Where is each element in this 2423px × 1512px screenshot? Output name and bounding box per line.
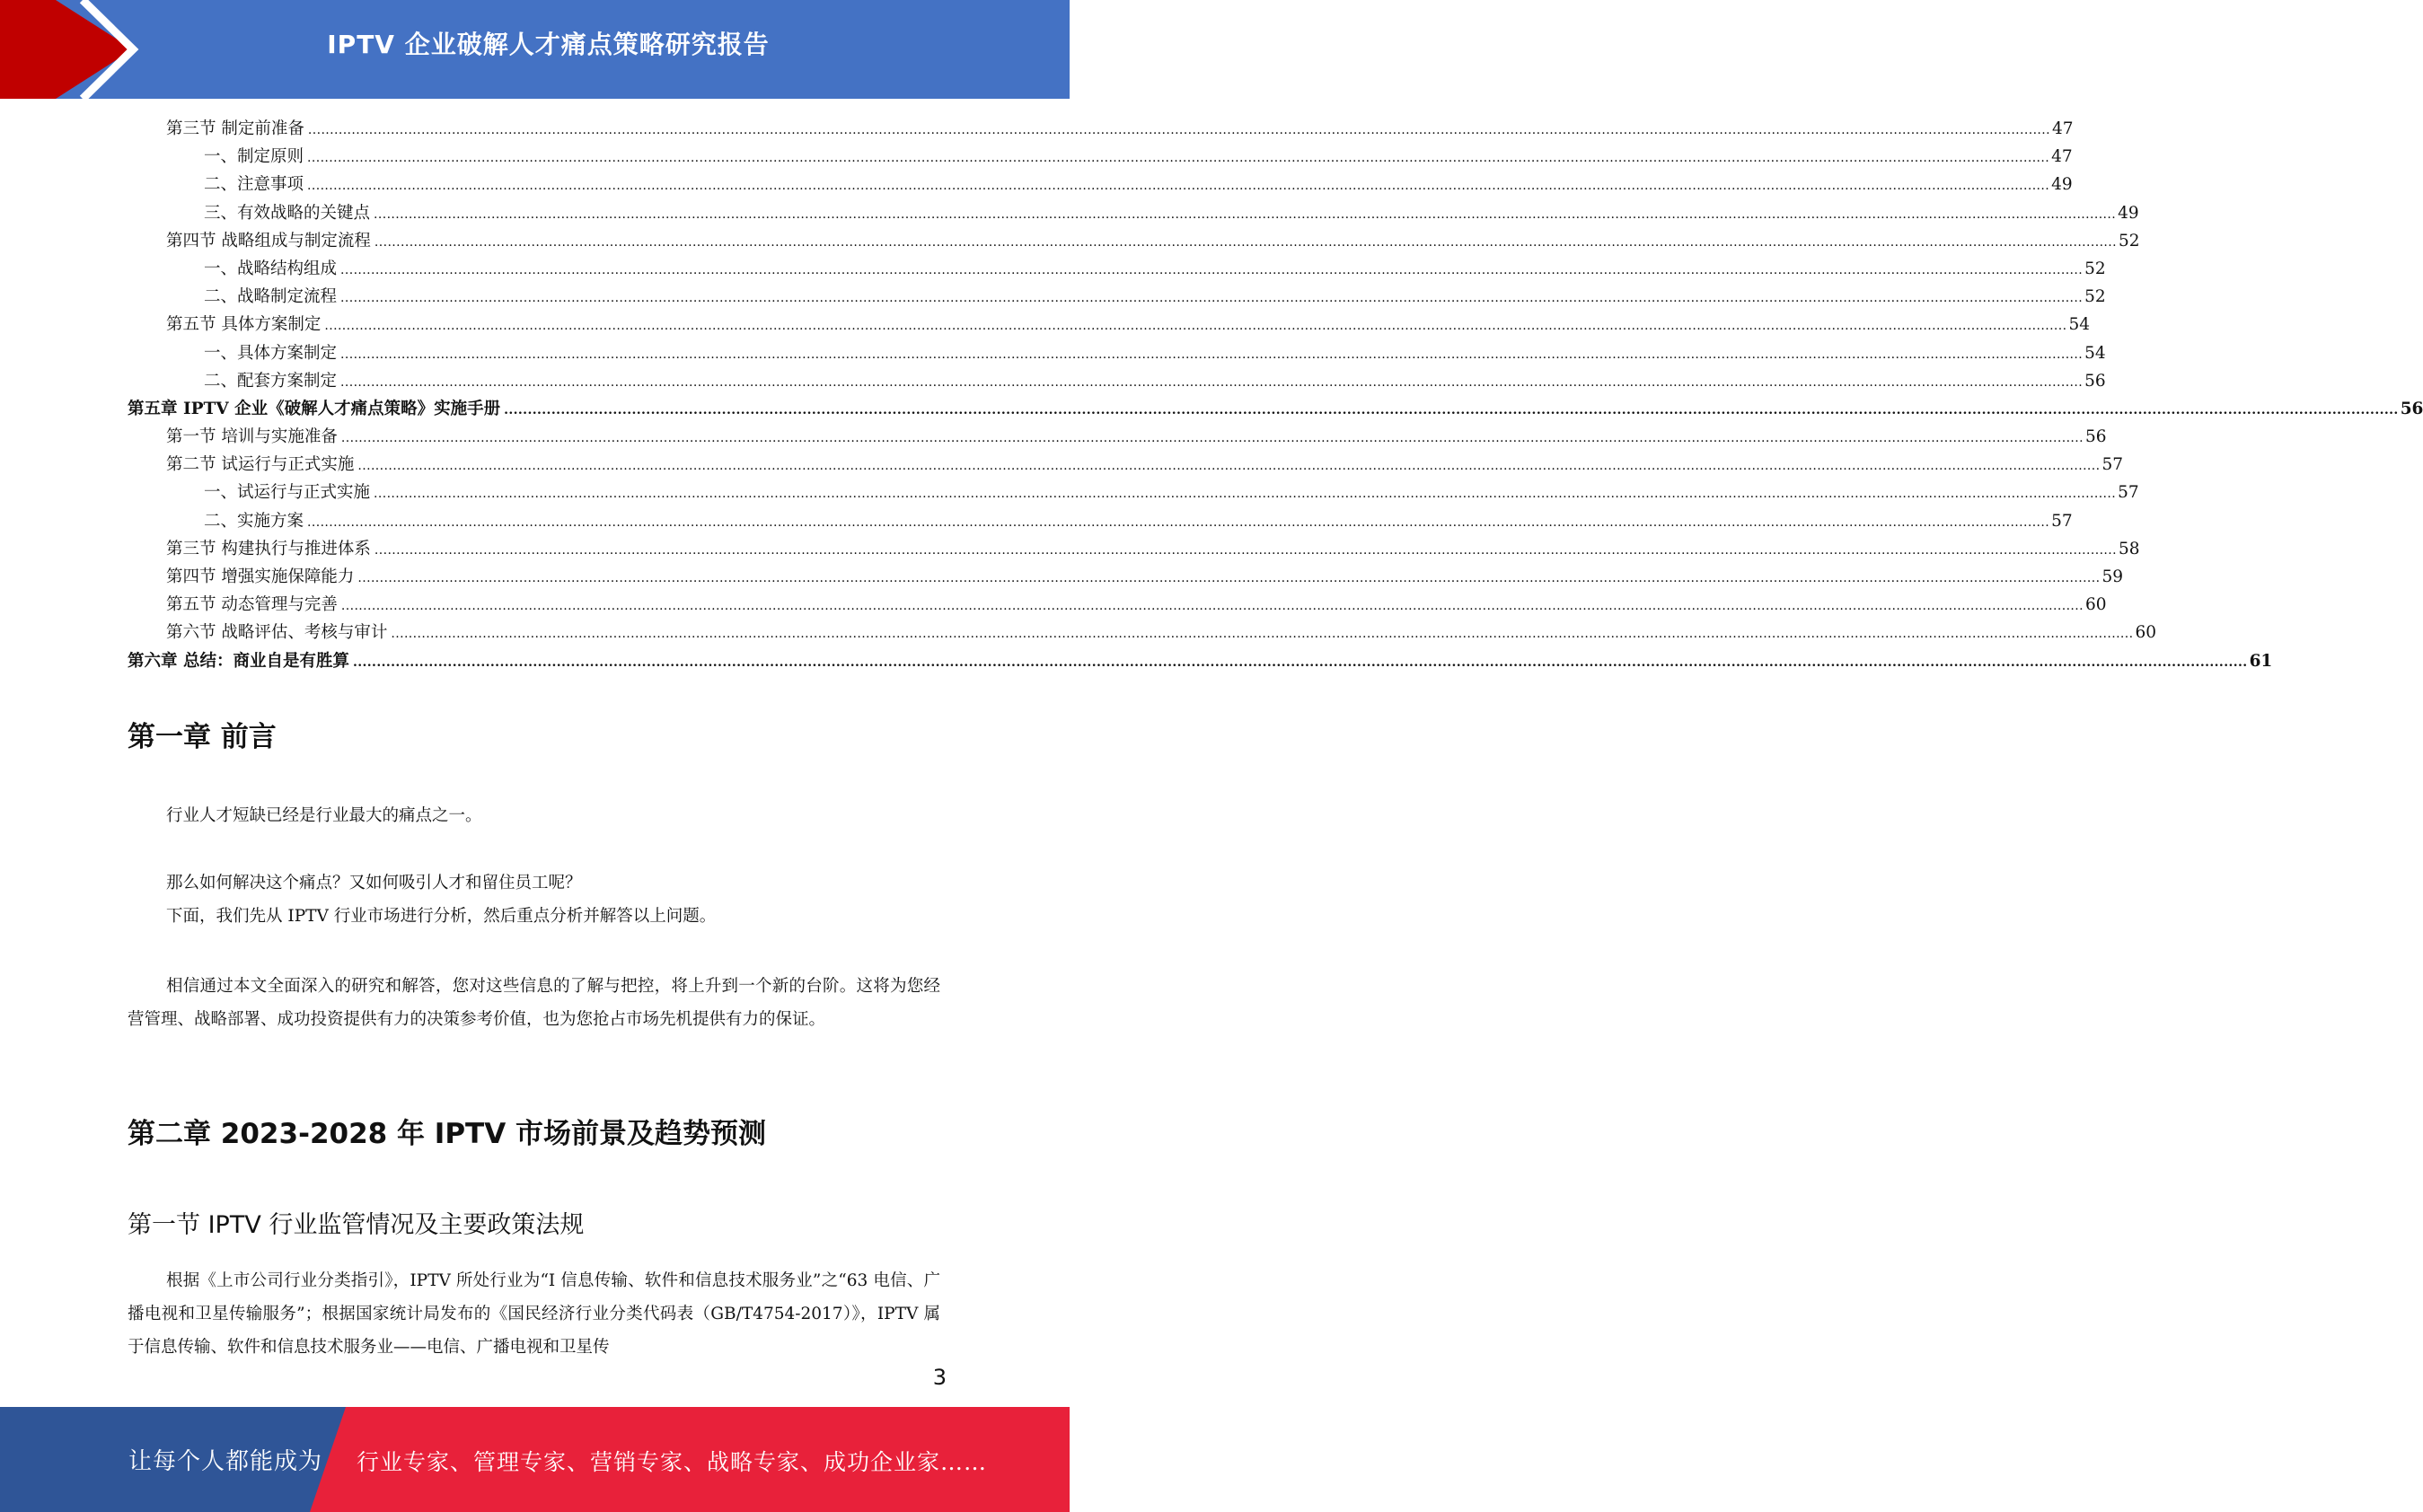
paragraph: 根据《上市公司行业分类指引》，IPTV 所处行业为“I 信息传输、软件和信息技术服务业”之“63 电信、广播电视和卫星传输服务”；根据国家统计局发布的《国民经济行业分类代码表（GB/T4754-2017）》，IPTV 属于信息传输、软件和信息技术服务业——电信、广播电视和卫星传 bbox=[128, 1271, 940, 1357]
toc-entry-page: 59 bbox=[2101, 567, 2124, 586]
toc-entry[interactable] bbox=[128, 143, 2073, 171]
paragraph: 相信通过本文全面深入的研究和解答，您对这些信息的了解与把控，将上升到一个新的台阶。这将为您经营管理、战略部署、成功投资提供有力的决策参考价值，也为您抢占市场先机提供有力的保证。 bbox=[128, 977, 940, 1029]
toc-entry-title: 第二节 试运行与正式实施 bbox=[166, 455, 355, 475]
report-title: IPTV 企业破解人才痛点策略研究报告 bbox=[327, 30, 770, 59]
toc-entry[interactable] bbox=[128, 647, 2273, 675]
toc-entry[interactable] bbox=[128, 199, 2139, 227]
toc-entry-title: 二、战略制定流程 bbox=[204, 287, 338, 307]
toc-entry-page: 60 bbox=[2135, 623, 2157, 643]
toc-entry[interactable] bbox=[128, 255, 2106, 283]
toc-entry-page: 57 bbox=[2051, 511, 2073, 531]
toc-entry-title: 第四节 战略组成与制定流程 bbox=[166, 231, 371, 251]
toc-entry-title: 第五节 具体方案制定 bbox=[166, 315, 322, 335]
toc-entry-title: 一、制定原则 bbox=[204, 147, 304, 167]
paragraph: 行业人才短缺已经是行业最大的痛点之一。 bbox=[166, 806, 482, 825]
toc-leader-dots: ................................................................................................................................................................................................................................................................................................................................................................................................................ bbox=[374, 487, 2117, 502]
toc-entry[interactable] bbox=[128, 227, 2140, 255]
toc-entry-page: 57 bbox=[2101, 455, 2124, 475]
toc-entry-page: 56 bbox=[2084, 371, 2106, 391]
toc-entry-title: 一、战略结构组成 bbox=[204, 259, 338, 278]
toc-entry[interactable] bbox=[128, 283, 2106, 311]
toc-entry[interactable] bbox=[128, 367, 2106, 395]
toc-leader-dots: ................................................................................................................................................................................................................................................................................................................................................................................................................ bbox=[374, 542, 2117, 558]
toc-entry-title: 第三节 制定前准备 bbox=[166, 119, 304, 138]
toc-entry-page: 52 bbox=[2084, 259, 2106, 278]
toc-leader-dots: ................................................................................................................................................................................................................................................................................................................................................................................................................ bbox=[340, 347, 2084, 362]
toc-entry-title: 第一节 培训与实施准备 bbox=[166, 427, 338, 447]
footer-slogan-left: 让每个人都能成为 bbox=[128, 1448, 323, 1475]
chapter-1-heading: 第一章 前言 bbox=[128, 721, 277, 753]
toc-entry-page: 60 bbox=[2084, 595, 2107, 615]
toc-entry[interactable] bbox=[128, 395, 2423, 423]
toc-leader-dots: ................................................................................................................................................................................................................................................................................................................................................................................................................ bbox=[374, 234, 2117, 250]
toc-leader-dots: ................................................................................................................................................................................................................................................................................................................................................................................................................ bbox=[340, 262, 2084, 277]
footer-slogan-right: 行业专家、管理专家、营销专家、战略专家、成功企业家…… bbox=[357, 1449, 988, 1475]
toc-entry[interactable] bbox=[128, 451, 2124, 479]
toc-leader-dots: ................................................................................................................................................................................................................................................................................................................................................................................................................ bbox=[340, 291, 2084, 306]
toc-entry[interactable] bbox=[128, 339, 2106, 367]
toc-entry-page: 54 bbox=[2084, 343, 2106, 363]
toc-entry[interactable] bbox=[128, 423, 2107, 451]
toc-leader-dots: ................................................................................................................................................................................................................................................................................................................................................................................................................ bbox=[340, 374, 2084, 390]
toc-entry-page: 52 bbox=[2118, 231, 2140, 251]
toc-leader-dots: ................................................................................................................................................................................................................................................................................................................................................................................................................ bbox=[307, 151, 2050, 166]
toc-entry-page: 49 bbox=[2118, 203, 2139, 223]
toc-entry-page: 56 bbox=[2400, 399, 2423, 418]
toc-entry[interactable] bbox=[128, 619, 2157, 646]
toc-entry-title: 二、注意事项 bbox=[204, 175, 304, 195]
toc-entry-title: 一、具体方案制定 bbox=[204, 343, 338, 363]
toc-entry-page: 54 bbox=[2068, 315, 2091, 335]
toc-leader-dots: ................................................................................................................................................................................................................................................................................................................................................................................................................ bbox=[504, 402, 2399, 418]
toc-entry[interactable] bbox=[128, 171, 2073, 198]
toc-entry-title: 第三节 构建执行与推进体系 bbox=[166, 539, 371, 558]
paragraph: 那么如何解决这个痛点？又如何吸引人才和留住员工呢？ bbox=[166, 874, 582, 892]
toc-entry[interactable] bbox=[128, 563, 2124, 591]
toc-entry[interactable] bbox=[128, 115, 2074, 143]
toc-entry-page: 49 bbox=[2051, 175, 2073, 195]
toc-entry[interactable] bbox=[128, 479, 2139, 506]
toc-entry-page: 58 bbox=[2118, 539, 2140, 558]
toc-entry-title: 第六章 总结：商业自是有胜算 bbox=[128, 651, 349, 671]
toc-entry-title: 第五章 IPTV 企业《破解人才痛点策略》实施手册 bbox=[128, 399, 501, 418]
toc-entry-page: 47 bbox=[2051, 147, 2073, 167]
toc-entry-page: 47 bbox=[2051, 119, 2074, 138]
toc-leader-dots: ................................................................................................................................................................................................................................................................................................................................................................................................................ bbox=[391, 627, 2134, 642]
page-number: 3 bbox=[932, 1365, 947, 1390]
toc-leader-dots: ................................................................................................................................................................................................................................................................................................................................................................................................................ bbox=[374, 207, 2117, 222]
toc-entry-page: 57 bbox=[2118, 483, 2139, 503]
toc-entry-title: 二、配套方案制定 bbox=[204, 371, 338, 391]
toc-leader-dots: ................................................................................................................................................................................................................................................................................................................................................................................................................ bbox=[307, 179, 2050, 194]
toc-leader-dots: ................................................................................................................................................................................................................................................................................................................................................................................................................ bbox=[352, 655, 2248, 670]
toc-entry-page: 56 bbox=[2084, 427, 2107, 447]
toc-entry[interactable] bbox=[128, 311, 2091, 338]
toc-entry-page: 52 bbox=[2084, 287, 2106, 307]
toc-leader-dots: ................................................................................................................................................................................................................................................................................................................................................................................................................ bbox=[340, 431, 2084, 446]
table-of-contents bbox=[128, 115, 2423, 675]
toc-entry-title: 第六节 战略评估、考核与审计 bbox=[166, 623, 388, 643]
toc-entry-title: 第四节 增强实施保障能力 bbox=[166, 567, 355, 586]
toc-leader-dots: ................................................................................................................................................................................................................................................................................................................................................................................................................ bbox=[340, 599, 2084, 614]
toc-leader-dots: ................................................................................................................................................................................................................................................................................................................................................................................................................ bbox=[357, 571, 2101, 585]
paragraph: 下面，我们先从 IPTV 行业市场进行分析，然后重点分析并解答以上问题。 bbox=[166, 907, 717, 926]
page-footer bbox=[0, 1407, 1070, 1512]
toc-leader-dots: ................................................................................................................................................................................................................................................................................................................................................................................................................ bbox=[357, 459, 2101, 474]
toc-entry-page: 61 bbox=[2249, 651, 2273, 671]
section-heading: 第一节 IPTV 行业监管情况及主要政策法规 bbox=[128, 1211, 585, 1239]
toc-entry-title: 三、有效战略的关键点 bbox=[204, 203, 371, 223]
toc-leader-dots: ................................................................................................................................................................................................................................................................................................................................................................................................................ bbox=[324, 319, 2067, 334]
toc-entry-title: 一、试运行与正式实施 bbox=[204, 483, 371, 503]
toc-entry[interactable] bbox=[128, 535, 2140, 563]
toc-entry-title: 二、实施方案 bbox=[204, 511, 304, 531]
toc-leader-dots: ................................................................................................................................................................................................................................................................................................................................................................................................................ bbox=[307, 123, 2050, 137]
chapter-2-heading: 第二章 2023-2028 年 IPTV 市场前景及趋势预测 bbox=[128, 1118, 766, 1150]
toc-entry[interactable] bbox=[128, 591, 2107, 619]
page-header bbox=[0, 0, 1070, 99]
toc-leader-dots: ................................................................................................................................................................................................................................................................................................................................................................................................................ bbox=[307, 514, 2050, 530]
toc-entry[interactable] bbox=[128, 507, 2073, 535]
toc-entry-title: 第五节 动态管理与完善 bbox=[166, 595, 338, 615]
